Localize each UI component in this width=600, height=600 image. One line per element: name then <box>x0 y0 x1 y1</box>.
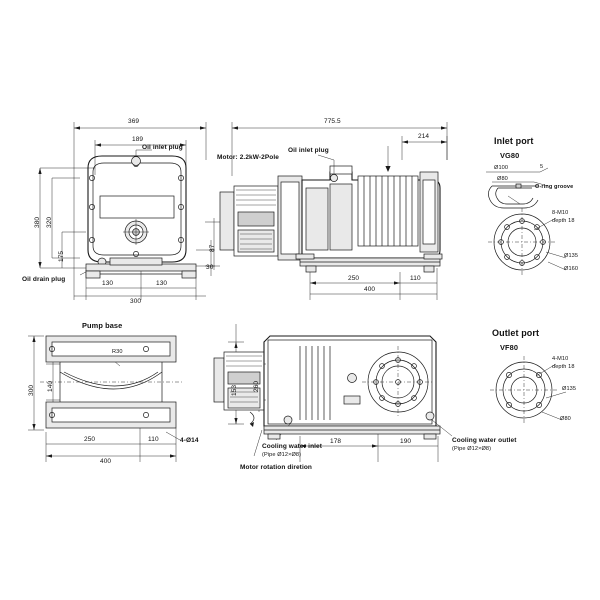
title-inlet-port: Inlet port <box>494 136 534 146</box>
note-outlet-bolts: 4-M10 <box>552 356 569 362</box>
note-inlet-bolts: 8-M10 <box>552 210 569 216</box>
dim-inlet-groove-depth: 5 <box>540 164 544 170</box>
code-outlet-port: VF80 <box>500 343 519 352</box>
dim-outlet-d2: Ø80 <box>560 416 571 422</box>
dim-front-right-block: 214 <box>418 133 430 140</box>
dim-rear-height: 153 <box>231 384 238 396</box>
dim-left-inner-width: 189 <box>132 136 144 143</box>
dim-front-overall-length: 775.5 <box>324 118 341 125</box>
label-cooling-water-inlet: Cooling water inlet <box>262 443 323 450</box>
label-oil-inlet-plug-front: Oil inlet plug <box>288 147 329 154</box>
dim-base-length-a: 250 <box>84 436 96 443</box>
dim-left-mid-height: 320 <box>46 216 53 228</box>
dim-inlet-d2: Ø160 <box>564 266 579 272</box>
dim-front-base-right: 110 <box>410 275 421 282</box>
dim-left-lower-height: 175 <box>58 250 65 262</box>
dim-outlet-d1: Ø135 <box>562 386 577 392</box>
label-oil-inlet-plug-left: Oil inlet plug <box>142 144 183 151</box>
dim-inlet-d1: Ø135 <box>564 253 579 259</box>
dim-front-motor-height: 87 <box>209 244 216 252</box>
dim-left-overall-height: 380 <box>34 216 41 228</box>
code-inlet-port: VG80 <box>500 151 520 160</box>
label-oil-drain-plug: Oil drain plug <box>22 276 66 283</box>
dim-left-overall-width: 369 <box>128 118 140 125</box>
dim-rear-base-a: 178 <box>330 438 342 445</box>
dim-front-base-length: 250 <box>348 275 360 282</box>
dim-front-base-total: 400 <box>364 286 376 293</box>
note-inlet-depth: depth 18 <box>552 218 575 224</box>
label-motor: Motor: 2.2kW-2Pole <box>217 154 279 161</box>
dim-base-length-total: 400 <box>100 458 112 465</box>
dim-left-base-right: 130 <box>156 280 168 287</box>
dim-inlet-seal: Ø80 <box>497 176 508 182</box>
note-outlet-depth: depth 18 <box>552 364 575 370</box>
label-cooling-water-outlet: Cooling water outlet <box>452 437 517 444</box>
label-cooling-water-outlet-pipe: (Pipe Ø12×Ø8) <box>452 446 492 452</box>
dim-base-length-b: 110 <box>148 436 159 443</box>
label-cooling-water-inlet-pipe: (Pipe Ø12×Ø8) <box>262 452 302 458</box>
dim-base-width: 300 <box>28 384 35 396</box>
dim-base-radius-note: R30 <box>112 349 123 355</box>
title-outlet-port: Outlet port <box>492 328 540 338</box>
dim-rear-base-b: 190 <box>400 438 412 445</box>
dim-left-foot: 30 <box>206 264 214 271</box>
dim-base-inner-a: 140 <box>47 380 54 392</box>
dim-base-inner-b: 260 <box>253 380 260 392</box>
label-base-holes: 4-Ø14 <box>180 437 199 444</box>
dim-left-base-total: 300 <box>130 298 142 305</box>
dim-inlet-bolt-circle: Ø100 <box>494 165 509 171</box>
title-pump-base: Pump base <box>82 321 123 330</box>
label-motor-rotation-direction: Motor rotation diretion <box>240 464 312 471</box>
dim-left-base-left: 130 <box>102 280 114 287</box>
label-oring-groove: O-ring groove <box>535 184 574 190</box>
